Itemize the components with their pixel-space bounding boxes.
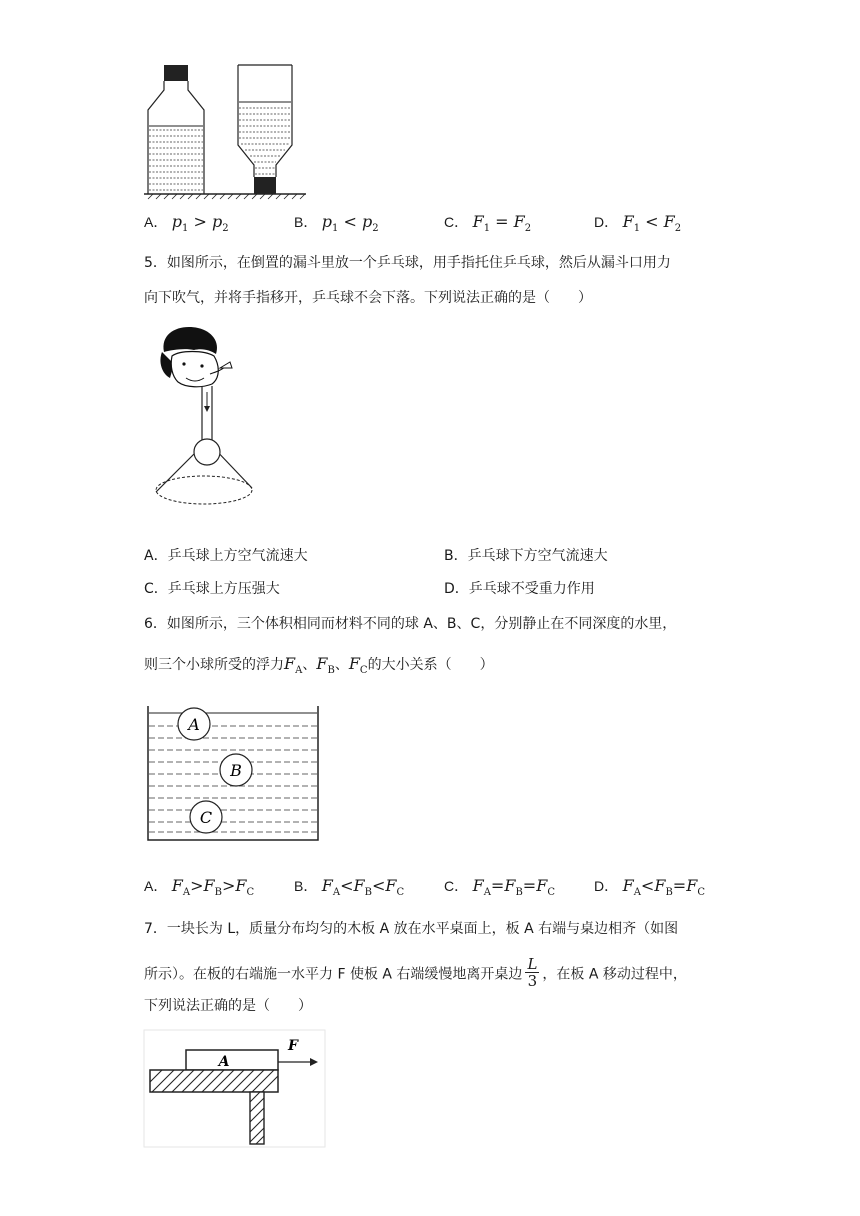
bottles-figure bbox=[140, 60, 310, 200]
q5-option-b[interactable]: B．乒乓球下方空气流速大 bbox=[444, 548, 608, 564]
fraction-l-over-3: $\frac{L}{3}$ bbox=[527, 955, 538, 990]
q6-stem-line1: 6．如图所示，三个体积相同而材料不同的球 A、B、C，分别静止在不同深度的水里， bbox=[144, 616, 677, 632]
q5-stem-line2: 向下吹气，并将手指移开，乒乓球不会下落。下列说法正确的是（ ） bbox=[144, 290, 592, 306]
q6-option-c[interactable]: C． $F_A=F_B=F_C$ bbox=[444, 876, 555, 899]
q5-option-d[interactable]: D．乒乓球不受重力作用 bbox=[444, 581, 595, 597]
q5-option-c[interactable]: C．乒乓球上方压强大 bbox=[144, 581, 280, 597]
ball-label-b: B bbox=[230, 761, 242, 780]
q7-stem-line2: 所示）。在板的右端施一水平力 F 使板 A 右端缓慢地离开桌边 $\frac{L}{3}$ ，在板 A 移动过程中， bbox=[144, 955, 687, 990]
board-label: A bbox=[218, 1054, 230, 1070]
q6-stem-line2: 则三个小球所受的浮力$F_A$、$F_B$、$F_C$的大小关系（ ） bbox=[144, 654, 494, 677]
force-label: F bbox=[288, 1038, 298, 1054]
q7-stem-line1: 7．一块长为 L，质量分布均匀的木板 A 放在水平桌面上，板 A 右端与桌边相齐（如图 bbox=[144, 921, 679, 937]
q6-option-a[interactable]: A． $F_A>F_B>F_C$ bbox=[144, 876, 255, 899]
q5-option-a[interactable]: A．乒乓球上方空气流速大 bbox=[144, 548, 308, 564]
ball-label-a: A bbox=[188, 715, 200, 734]
funnel-figure bbox=[150, 322, 260, 512]
q6-option-b[interactable]: B． $F_A<F_B<F_C$ bbox=[294, 876, 405, 899]
q6-option-d[interactable]: D． $F_A<F_B=F_C$ bbox=[594, 876, 705, 899]
q4-option-d[interactable]: D． $F_1 < F_2$ bbox=[594, 212, 682, 235]
board-table-figure bbox=[144, 1030, 326, 1148]
q4-option-b[interactable]: B． $p_1 < p_2$ bbox=[294, 212, 379, 235]
water-container-figure bbox=[146, 704, 322, 844]
q4-option-c[interactable]: C． $F_1 = F_2$ bbox=[444, 212, 532, 235]
q4-option-a[interactable]: A． $p_1 > p_2$ bbox=[144, 212, 229, 235]
ball-label-c: C bbox=[199, 808, 213, 827]
q7-stem-line3: 下列说法正确的是（ ） bbox=[144, 998, 312, 1014]
q5-stem-line1: 5．如图所示，在倒置的漏斗里放一个乒乓球，用手指托住乒乓球，然后从漏斗口用力 bbox=[144, 255, 671, 271]
